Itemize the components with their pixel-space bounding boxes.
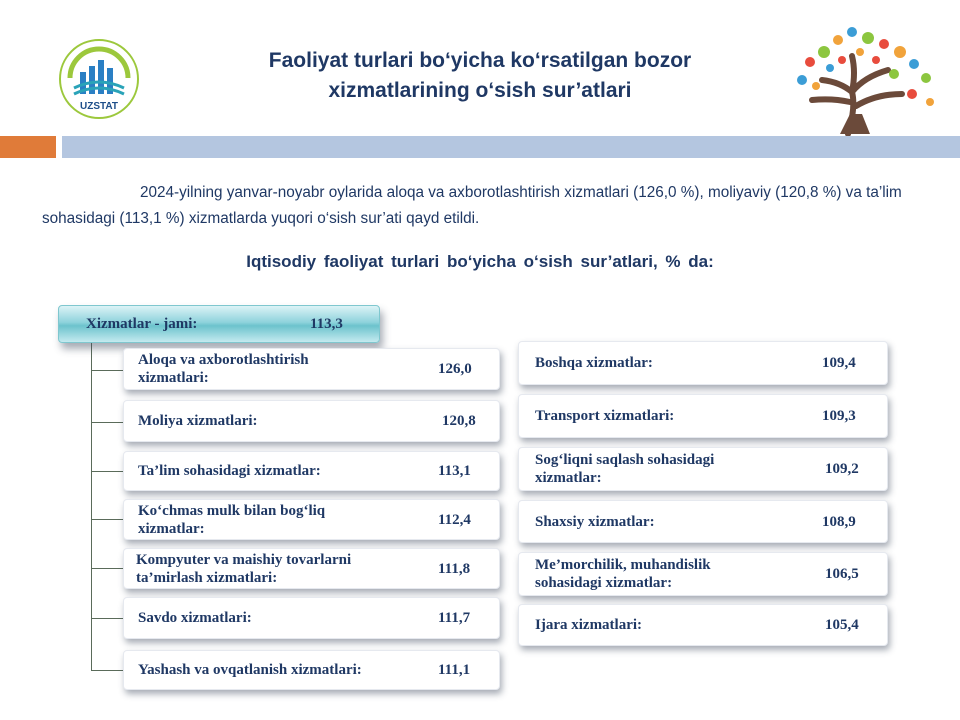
title-line-2: xizmatlarining o‘sish sur’atlari (328, 79, 632, 102)
item-value: 106,5 (825, 566, 859, 582)
item-label: Savdo xizmatlari: (138, 610, 252, 626)
intro-paragraph: 2024-yilning yanvar-noyabr oylarida aloqa va axborotlashtirish xizmatlari (126,0 %), moliyaviy (120,8 %) va ta’lim sohasidagi (113,1 %) xizmatlarda yuqori o‘sish sur’ati qayd etildi. (42, 184, 902, 227)
item-value: 111,8 (438, 560, 471, 577)
right-item-box (518, 394, 888, 438)
connector-branch (91, 618, 123, 619)
item-value: 112,4 (438, 511, 471, 528)
item-value: 109,2 (825, 461, 859, 477)
connector-vertical (91, 343, 92, 671)
right-item-box (518, 341, 888, 385)
right-item-box (518, 552, 888, 596)
item-label: Ta’lim sohasidagi xizmatlar: (138, 463, 321, 479)
connector-branch (91, 471, 123, 472)
uzstat-logo (58, 38, 140, 120)
item-value: 109,4 (822, 355, 856, 371)
chart-subtitle: Iqtisodiy faoliyat turlari bo‘yicha o‘sish sur’atlari, % da: (246, 252, 714, 271)
connector-branch (91, 519, 123, 520)
item-label: Transport xizmatlari: (535, 408, 675, 424)
item-label: Kompyuter va maishiy tovarlarni ta’mirlash xizmatlari: (136, 551, 352, 586)
right-item-box (518, 604, 888, 646)
left-item-box (123, 597, 500, 639)
connector-branch (91, 422, 123, 423)
item-label: Shaxsiy xizmatlar: (535, 513, 655, 530)
item-value: 109,3 (822, 408, 856, 424)
item-value: 111,1 (438, 662, 471, 678)
item-label: Me’morchilik, muhandislik sohasidagi xizmatlar: (535, 557, 711, 591)
item-label: Moliya xizmatlari: (138, 413, 258, 429)
item-label: Boshqa xizmatlar: (535, 355, 653, 371)
item-label: Yashash va ovqatlanish xizmatlari: (138, 662, 362, 678)
item-value: 113,1 (438, 463, 471, 479)
header-divider-bar (62, 136, 960, 158)
right-item-box (518, 447, 888, 491)
connector-branch (91, 670, 123, 671)
item-value: 108,9 (822, 513, 856, 530)
left-item-box (123, 400, 500, 442)
left-item-box (123, 548, 500, 589)
total-label: Xizmatlar - jami: (86, 316, 198, 332)
logo-text: UZSTAT (80, 101, 118, 112)
item-label: Ijara xizmatlari: (535, 617, 643, 633)
item-value: 126,0 (438, 361, 472, 377)
item-value: 105,4 (825, 617, 859, 633)
item-value: 120,8 (442, 413, 476, 429)
left-item-box (123, 650, 500, 690)
total-services-box (58, 305, 380, 343)
item-value: 111,7 (438, 610, 471, 626)
right-item-box (518, 500, 888, 543)
left-item-box (123, 499, 500, 540)
page-title (180, 46, 780, 106)
connector-branch (91, 370, 123, 371)
title-line-1: Faoliyat turlari bo‘yicha ko‘rsatilgan bozor (268, 49, 692, 72)
tree-illustration (790, 22, 940, 137)
connector-branch (91, 568, 123, 569)
total-value: 113,3 (310, 316, 343, 332)
left-item-box (123, 451, 500, 491)
item-label: Sog‘liqni saqlash sohasidagi xizmatlar: (535, 452, 715, 486)
item-label: Aloqa va axborotlashtirish xizmatlari: (138, 352, 309, 386)
header-accent-bar (0, 136, 56, 158)
left-item-box (123, 348, 500, 390)
item-label: Ko‘chmas mulk bilan bog‘liq xizmatlar: (138, 502, 326, 537)
